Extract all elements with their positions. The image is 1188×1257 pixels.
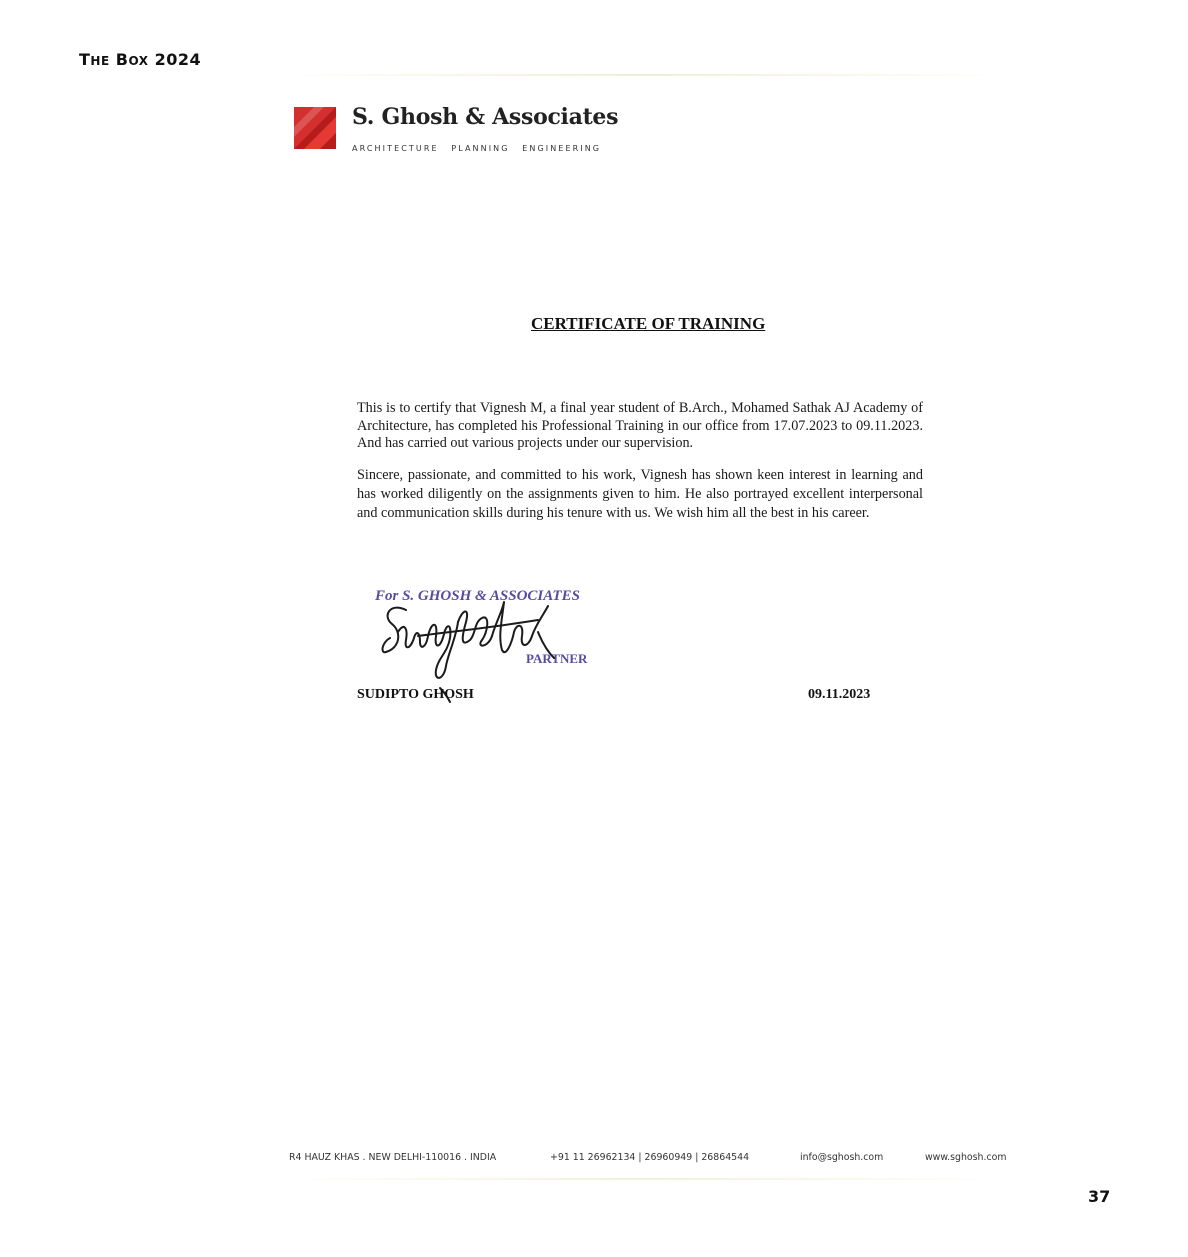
- certificate-body: [357, 400, 923, 536]
- body-paragraph-1: This is to certify that Vignesh M, a final year student of B.Arch., Mohamed Sathak AJ Academy of Architecture, has completed his Professional Training in our office from 17.07.2023 to 09.11.2023. And has carried out various projects under our supervision.: [357, 400, 923, 451]
- signatory-name: SUDIPTO GHOSH: [357, 687, 474, 702]
- company-stamp-line1: For S. GHOSH & ASSOCIATES: [375, 588, 580, 604]
- firm-name: S. Ghosh & Associates: [352, 104, 619, 130]
- company-stamp-line2: PARTNER: [526, 651, 588, 666]
- firm-tagline: ARCHITECTURE PLANNING ENGINEERING: [352, 144, 602, 153]
- footer-phone: +91 11 26962134 | 26960949 | 26864544: [550, 1152, 750, 1163]
- footer-email: info@sghosh.com: [800, 1152, 884, 1163]
- scan-edge-top: [272, 74, 1014, 76]
- scan-edge-bottom: [272, 1178, 1014, 1180]
- footer-address: R4 HAUZ KHAS . NEW DELHI-110016 . INDIA: [289, 1152, 497, 1163]
- certificate-title: CERTIFICATE OF TRAINING: [531, 314, 766, 333]
- footer-website: www.sghosh.com: [925, 1152, 1007, 1163]
- page-number: 37: [1088, 1187, 1111, 1206]
- publication-title: THE BOX 2024: [79, 50, 202, 69]
- firm-logo-icon: [294, 107, 336, 149]
- body-paragraph-2: Sincere, passionate, and committed to his work, Vignesh has shown keen interest in learning and has worked diligently on the assignments given to him. He also portrayed excellent interpersonal and communication skills during his tenure with us. We wish him all the best in his career.: [357, 466, 923, 521]
- signature-date: 09.11.2023: [808, 687, 871, 702]
